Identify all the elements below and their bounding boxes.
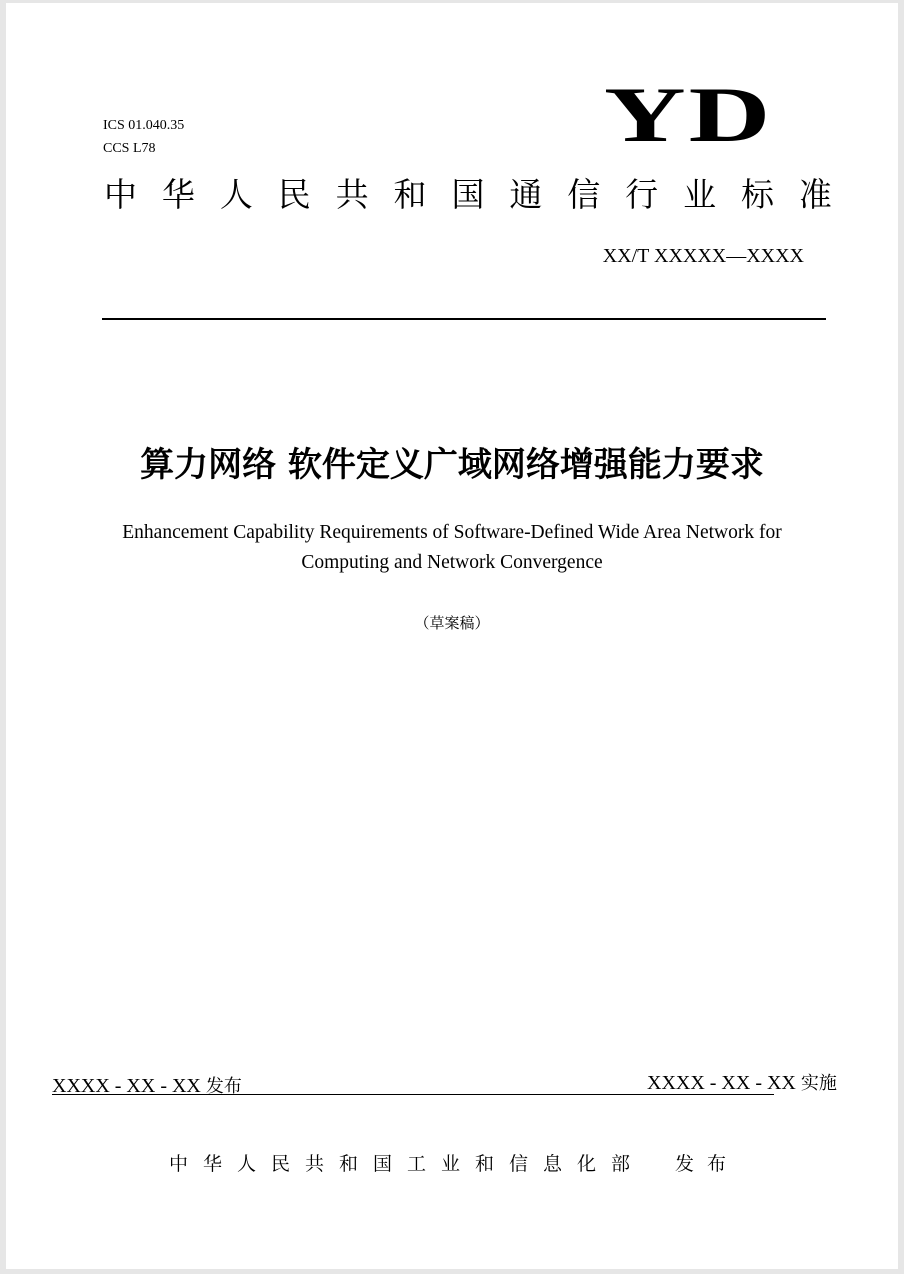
standard-title-char: 国: [451, 175, 485, 214]
standard-title-char: 和: [393, 175, 427, 214]
issue-date: XXXX - XX - XX: [52, 1075, 206, 1097]
implement-date: XXXX - XX - XX: [647, 1072, 801, 1094]
standard-title-char: 信: [567, 175, 601, 214]
ccs-code: CCS L78: [103, 141, 156, 156]
publisher-line: [169, 1150, 739, 1178]
issue-date-line: [52, 1074, 242, 1099]
document-title-en-line2: Computing and Network Convergence: [301, 552, 603, 573]
standard-title: [104, 173, 832, 217]
publisher-char: 中: [169, 1153, 189, 1175]
publisher-char: 华: [203, 1153, 223, 1175]
publisher-char: 部: [611, 1153, 631, 1175]
publisher-char: 信: [509, 1153, 529, 1175]
standard-title-char: 华: [161, 175, 195, 214]
publisher-char: 和: [339, 1153, 359, 1175]
publisher-char: 国: [373, 1153, 393, 1175]
standard-title-char: 民: [277, 175, 311, 214]
publisher-char: 业: [441, 1153, 461, 1175]
standard-title-char: 通: [509, 175, 543, 214]
yd-logo: YD: [604, 71, 774, 158]
standard-title-char: 中: [104, 175, 137, 214]
standard-title-char: 行: [625, 175, 659, 214]
implement-label: 实施: [800, 1073, 837, 1094]
publish-word: 发布: [675, 1153, 740, 1175]
document-title-en-line1: Enhancement Capability Requirements of Software-Defined Wide Area Network for: [122, 522, 782, 543]
ics-code: ICS 01.040.35: [103, 118, 185, 133]
publisher-char: 人: [237, 1153, 257, 1175]
publisher-gap: [645, 1150, 675, 1178]
publisher-char: 工: [407, 1153, 427, 1175]
publisher-char: 化: [577, 1153, 597, 1175]
footer-divider: [52, 1094, 774, 1095]
publisher-char: 息: [543, 1153, 563, 1175]
standard-title-char: 业: [683, 175, 717, 214]
standard-title-char: 准: [798, 175, 832, 214]
publisher-char: 民: [271, 1153, 291, 1175]
publisher-char: 和: [475, 1153, 495, 1175]
document-title-cn: 算力网络 软件定义广域网络增强能力要求: [140, 445, 764, 485]
document-title-en: [60, 518, 844, 578]
header-divider: [102, 318, 826, 320]
issue-label: 发布: [205, 1076, 242, 1097]
publisher-char: 共: [305, 1153, 325, 1175]
standard-title-char: 人: [219, 175, 253, 214]
implement-date-line: [647, 1071, 837, 1096]
draft-label: （草案稿）: [414, 614, 490, 632]
standard-title-char: 标: [740, 175, 774, 214]
standard-title-char: 共: [335, 175, 369, 214]
standard-number: XX/T XXXXX—XXXX: [602, 245, 804, 267]
